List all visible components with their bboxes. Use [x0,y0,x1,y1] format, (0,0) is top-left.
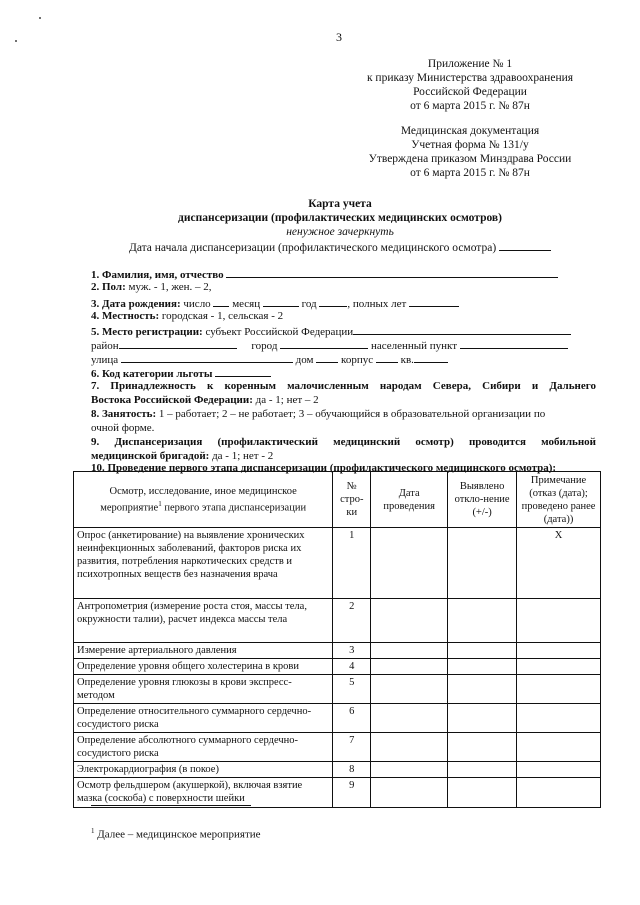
form-info-line: Медицинская документация [400,125,540,137]
row-number-cell: 2 [333,599,371,643]
building-blank[interactable] [376,351,398,363]
district-blank[interactable] [119,337,237,349]
city-blank[interactable] [280,337,368,349]
procedure-cell: Измерение артериального давления [74,643,333,659]
birth-day-blank[interactable] [213,295,229,307]
settlement-blank[interactable] [460,337,568,349]
appendix-line: Российской Федерации [413,86,527,98]
procedure-cell: Определение относительного суммарного сердечно-сосудистого риска [74,704,333,733]
settlement-label: населенный пункт [370,340,458,352]
note-cell[interactable] [517,599,601,643]
header-procedure-word: мероприятие [100,502,159,514]
row-number-cell: 7 [333,733,371,762]
row-number-cell: 4 [333,659,371,675]
header-procedure-line-2: первого этапа диспансеризации [161,502,307,514]
procedure-cell: Антропометрия (измерение роста стоя, массы тела, окружности талии), расчет индекса массы тела [74,599,333,643]
footnote-ref: 1 [158,499,162,508]
form-info-line: Учетная форма № 131/у [411,139,529,151]
street-label: улица [91,354,119,366]
field-locality-label: 4. Местность: [91,310,160,322]
title-block [60,197,620,255]
form-info-block [330,124,610,180]
field-employment-2 [91,421,154,435]
footnote-divider [91,805,251,806]
scan-speck [15,40,17,42]
field-fio-label: 1. Фамилия, имя, отчество [91,269,224,281]
date-cell[interactable] [371,778,448,808]
field-mobile-brigade-label: 9. Диспансеризация (профилактический медицинский осмотр) проводится мобильной [91,436,596,448]
region-label: субъект Российской Федерации [202,326,354,338]
form-info-line: от 6 марта 2015 г. № 87н [410,167,530,179]
field-employment [91,407,596,421]
first-stage-table [73,471,601,808]
footnote-number: 1 [91,827,95,835]
procedure-cell: Определение уровня общего холестерина в крови [74,659,333,675]
deviation-cell[interactable] [448,599,517,643]
row-number-cell: 3 [333,643,371,659]
note-cell[interactable] [517,733,601,762]
scan-speck [39,17,41,19]
district-label: район [91,340,119,352]
field-indigenous-2 [91,393,319,407]
birth-month-blank[interactable] [263,295,299,307]
date-cell[interactable] [371,528,448,599]
field-indigenous-label: 7. Принадлежность к коренным малочисленным народам Севера, Сибири и Дальнего [91,380,596,392]
deviation-cell[interactable] [448,762,517,778]
procedure-cell: Электрокардиография (в покое) [74,762,333,778]
birth-month-label: месяц [232,298,261,310]
date-cell[interactable] [371,675,448,704]
table-row [74,704,601,733]
field-locality-value: городская - 1, сельская - 2 [159,310,284,322]
apartment-blank[interactable] [414,351,448,363]
field-indigenous-label-2: Востока Российской Федерации: [91,394,253,406]
date-cell[interactable] [371,643,448,659]
header-row-number: № стро-ки [333,472,371,528]
start-date-field [60,239,620,255]
footnote [91,824,261,842]
note-cell[interactable]: X [517,528,601,599]
header-procedure [74,472,333,528]
appendix-line: к приказу Министерства здравоохранения [366,72,574,84]
table-row [74,528,601,599]
table-row [74,733,601,762]
footnote-text: Далее – медицинское мероприятие [94,828,261,841]
street-blank[interactable] [121,351,293,363]
deviation-cell[interactable] [448,659,517,675]
date-cell[interactable] [371,659,448,675]
city-label: город [251,340,278,352]
appendix-line: от 6 марта 2015 г. № 87н [410,100,530,112]
age-blank[interactable] [409,295,459,307]
age-label: , полных лет [347,298,407,310]
table-row [74,675,601,704]
table-row [74,599,601,643]
appendix-block [330,57,610,113]
procedure-cell: Определение уровня глюкозы в крови экспресс-методом [74,675,333,704]
house-label: дом [295,354,314,366]
start-date-blank[interactable] [499,239,551,251]
field-sex-label: 2. Пол: [91,281,126,293]
page-number: 3 [336,30,342,44]
field-mobile-brigade-label-2: медицинской бригадой: [91,450,210,462]
field-sex-value: муж. - 1, жен. – 2, [125,281,212,293]
field-indigenous [91,379,596,393]
row-number-cell: 8 [333,762,371,778]
field-first-stage: 10. Проведение первого этапа диспансеризации (профилактического медицинского осмотра): [91,462,557,474]
start-date-label: Дата начала диспансеризации (профилактического медицинского осмотра) [128,242,497,254]
deviation-cell[interactable] [448,778,517,808]
deviation-cell[interactable] [448,704,517,733]
apartment-label: кв. [400,354,414,366]
header-procedure-line-1: Осмотр, исследование, иное медицинское [109,485,297,497]
birth-year-blank[interactable] [319,295,347,307]
appendix-line: Приложение № 1 [427,58,513,70]
note-cell[interactable] [517,778,601,808]
note-cell[interactable] [517,762,601,778]
note-cell[interactable] [517,704,601,733]
title-line-2: диспансеризации (профилактических медицинских осмотров) [178,212,502,224]
deviation-cell[interactable] [448,528,517,599]
field-birthdate-label: 3. Дата рождения: [91,298,181,310]
note-cell[interactable] [517,659,601,675]
field-indigenous-value: да - 1; нет – 2 [252,394,319,406]
deviation-cell[interactable] [448,733,517,762]
date-cell[interactable] [371,733,448,762]
table-row [74,659,601,675]
strike-note: ненужное зачеркнуть [286,226,394,238]
building-label: корпус [341,354,374,366]
header-deviation: Выявлено откло-нение (+/-) [448,472,517,528]
row-number-cell: 9 [333,778,371,808]
header-note: Примечание (отказ (дата); проведено ранее (дата)) [517,472,601,528]
date-cell[interactable] [371,599,448,643]
title-line-1: Карта учета [308,198,372,210]
procedure-cell: Осмотр фельдшером (акушеркой), включая взятие мазка (соскоба) с поверхности шейки [74,778,333,808]
date-cell[interactable] [371,762,448,778]
field-mobile-brigade [91,435,596,449]
fio-blank[interactable] [226,266,558,278]
row-number-cell: 1 [333,528,371,599]
field-employment-label: 8. Занятость: [91,408,157,420]
birth-year-label: год [301,298,317,310]
form-info-line: Утверждена приказом Минздрава России [368,153,572,165]
birth-day-label: число [180,298,211,310]
row-number-cell: 6 [333,704,371,733]
deviation-cell[interactable] [448,675,517,704]
field-employment-value: 1 – работает; 2 – не работает; 3 – обучающийся в образовательной организации по [156,408,546,420]
table-row [74,643,601,659]
region-blank[interactable] [353,323,571,335]
field-registration-label: 5. Место регистрации: [91,326,203,338]
table-row [74,762,601,778]
house-blank[interactable] [316,351,338,363]
field-benefit-code-label: 6. Код категории льготы [91,368,213,380]
table-row [74,778,601,808]
field-locality [91,309,283,323]
benefit-code-blank[interactable] [215,365,271,377]
procedure-cell: Определение абсолютного суммарного сердечно-сосудистого риска [74,733,333,762]
note-cell[interactable] [517,643,601,659]
field-sex [91,280,212,294]
row-number-cell: 5 [333,675,371,704]
field-employment-value-2: очной форме. [91,422,155,434]
note-cell[interactable] [517,675,601,704]
header-date: Дата проведения [371,472,448,528]
date-cell[interactable] [371,704,448,733]
procedure-cell: Опрос (анкетирование) на выявление хронических неинфекционных заболеваний, факторов риска их развития, потребления наркотических средств и психотропных веществ без назначения врача [74,528,333,599]
deviation-cell[interactable] [448,643,517,659]
field-mobile-brigade-value: да - 1; нет - 2 [209,450,274,462]
